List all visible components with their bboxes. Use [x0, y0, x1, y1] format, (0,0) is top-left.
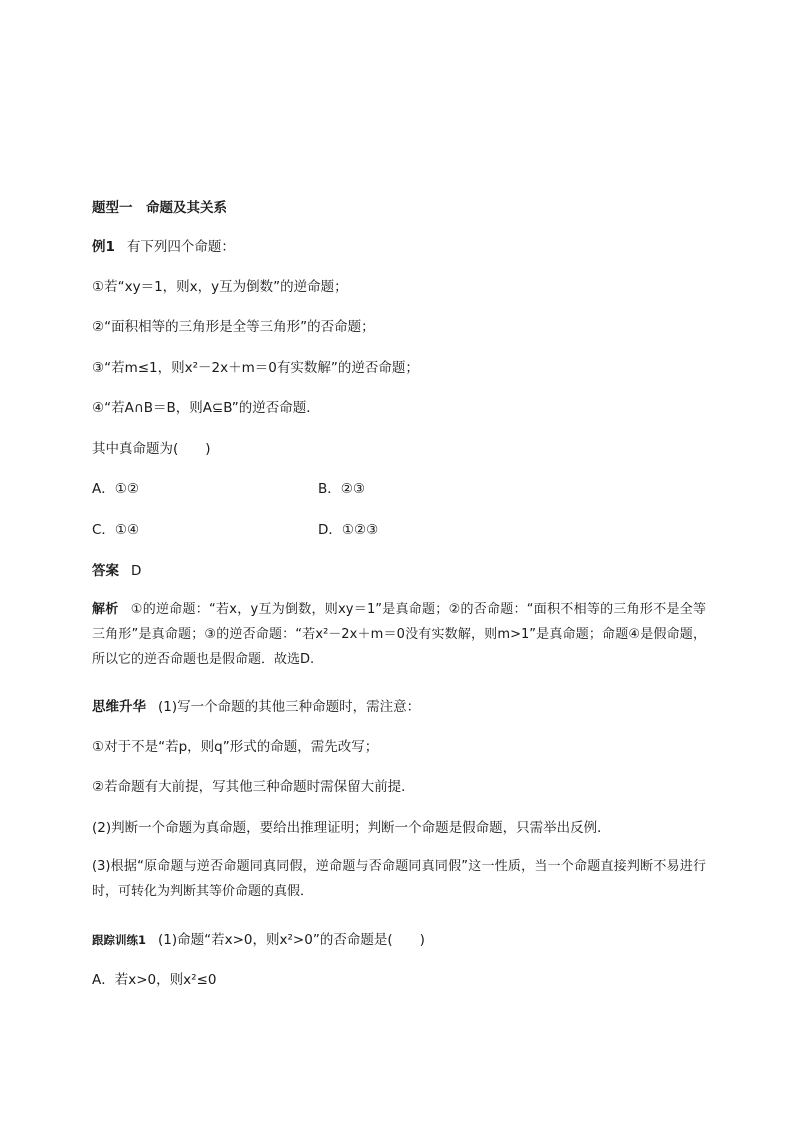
- thinking-point-3: (2)判断一个命题为真命题，要给出推理证明；判断一个命题是假命题，只需举出反例．: [92, 820, 611, 836]
- proposition-2: ②“面积相等的三角形是全等三角形”的否命题；: [92, 319, 375, 335]
- answer-line: [92, 561, 141, 581]
- option-a: A．①②: [92, 481, 139, 497]
- thinking-point-2: ②若命题有大前提，写其他三种命题时需保留大前提．: [92, 779, 415, 795]
- analysis-label: 解析: [92, 602, 119, 617]
- example-label: 例1: [92, 239, 115, 255]
- example-intro: [92, 237, 235, 257]
- section-title: 题型一 命题及其关系: [92, 200, 227, 216]
- proposition-3: ③“若m≤1，则x²－2x＋m＝0有实数解”的逆否命题；: [92, 360, 419, 376]
- thinking-intro: [92, 697, 420, 717]
- thinking-point-1: ①对于不是“若p，则q”形式的命题，需先改写；: [92, 739, 379, 755]
- analysis-text: ①的逆命题：“若x，y互为倒数，则xy＝1”是真命题；②的否命题：“面积不相等的三角形不是全等三角形”是真命题；③的逆否命题：“若x²－2x＋m＝0没有实数解，则m>1”是真命题；命题④是假命题，所以它的逆否命题也是假命题．故选D.: [92, 602, 706, 667]
- option-d: D．①②③: [318, 522, 379, 538]
- thinking-point-4: (3)根据“原命题与逆否命题同真同假，逆命题与否命题同真同假”这一性质，当一个命题直接判断不易进行时，可转化为判断其等价命题的真假．: [92, 859, 706, 899]
- thinking-label: 思维升华: [92, 699, 146, 715]
- practice-question: [92, 930, 425, 950]
- answer-value: D: [131, 563, 142, 579]
- option-b: B．②③: [318, 481, 365, 497]
- analysis-paragraph: [92, 597, 706, 672]
- question-stem: 其中真命题为( ): [92, 441, 211, 457]
- option-c: C．①④: [92, 522, 140, 538]
- practice-label: 跟踪训练1: [92, 933, 147, 947]
- practice-option-a: A．若x>0，则x²≤0: [92, 972, 217, 988]
- example-intro-text: 有下列四个命题：: [126, 239, 235, 255]
- thinking-intro-text: (1)写一个命题的其他三种命题时，需注意：: [158, 699, 421, 715]
- proposition-1: ①若“xy＝1，则x，y互为倒数”的逆命题；: [92, 279, 348, 295]
- answer-label: 答案: [92, 563, 119, 579]
- practice-question-text: (1)命题“若x>0，则x²>0”的否命题是( ): [158, 932, 425, 948]
- proposition-4: ④“若A∩B＝B，则A⊆B”的逆否命题．: [92, 400, 320, 416]
